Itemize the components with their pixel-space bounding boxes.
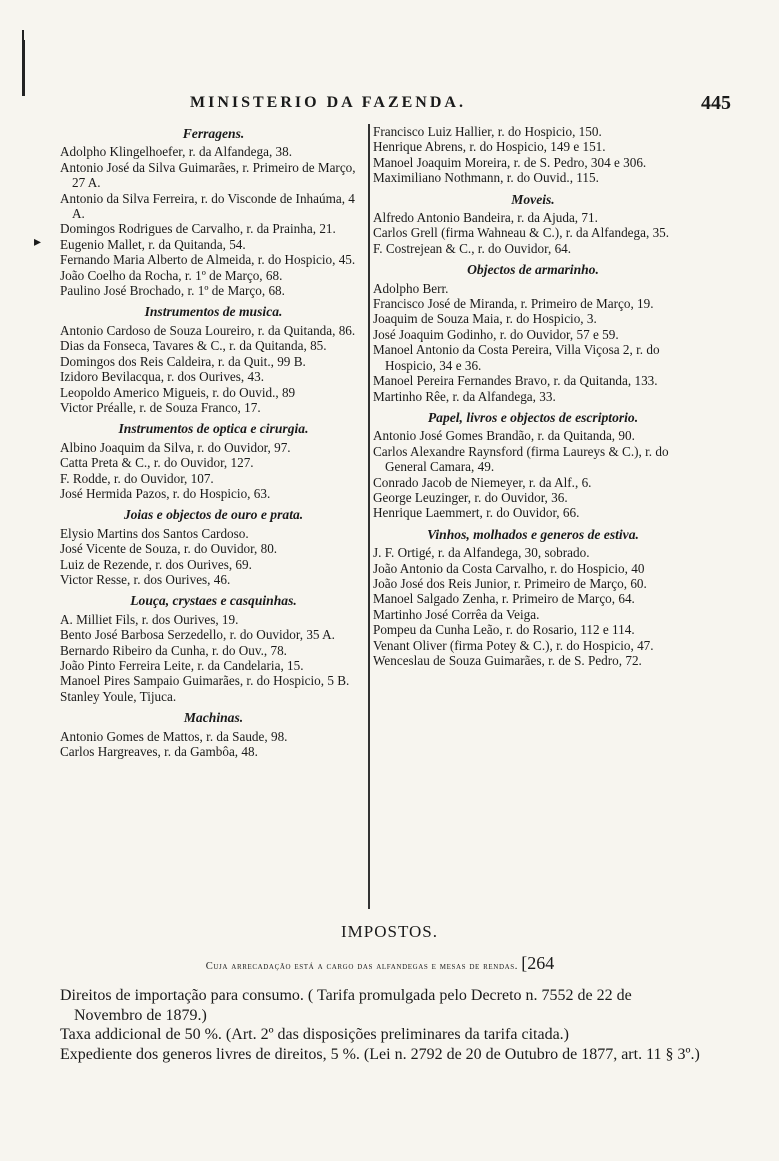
- directory-entry: Bento José Barbosa Serzedello, r. do Ouvidor, 35 A.: [60, 627, 335, 643]
- directory-entry: Manoel Salgado Zenha, r. Primeiro de Março, 64.: [373, 591, 635, 607]
- directory-entry: F. Rodde, r. do Ouvidor, 107.: [60, 470, 214, 486]
- directory-entry: Francisco José de Miranda, r. Primeiro de Março, 19.: [373, 296, 654, 312]
- right-column: [373, 124, 693, 672]
- margin-mark: ▸: [34, 235, 42, 250]
- directory-entry: José Joaquim Godinho, r. do Ouvidor, 57 e 59.: [373, 326, 619, 342]
- directory-entry: J. F. Ortigé, r. da Alfandega, 30, sobrado.: [373, 545, 590, 561]
- impostos-paragraph: Direitos de importação para consumo. ( Tarifa promulgada pelo Decreto n. 7552 de 22 de Novembro de 1879.): [60, 987, 632, 1024]
- impostos-title: IMPOSTOS.: [340, 922, 439, 941]
- directory-entry: Antonio Gomes de Mattos, r. da Saude, 98.: [60, 728, 288, 744]
- impostos-subtitle-text: Cuja arrecadação está a cargo das alfandegas e mesas de rendas.: [205, 961, 519, 972]
- directory-entry: João José dos Reis Junior, r. Primeiro de Março, 60.: [373, 575, 647, 591]
- directory-entry: Antonio Cardoso de Souza Loureiro, r. da Quitanda, 86.: [60, 322, 356, 338]
- directory-entry: Carlos Alexandre Raynsford (firma Laureys & C.), r. do General Camara, 49.: [373, 443, 669, 475]
- section-title: Instrumentos de musica.: [144, 304, 283, 320]
- directory-entry: Albino Joaquim da Silva, r. do Ouvidor, 97.: [60, 439, 291, 455]
- directory-entry: José Vicente de Souza, r. do Ouvidor, 80.: [60, 541, 278, 557]
- directory-entry: Victor Préalle, r. de Souza Franco, 17.: [60, 399, 261, 415]
- directory-entry: João Pinto Ferreira Leite, r. da Candelaria, 15.: [60, 658, 304, 673]
- left-column: [60, 124, 367, 763]
- directory-entry: Bernardo Ribeiro da Cunha, r. do Ouv., 78.: [60, 642, 287, 658]
- directory-entry: Carlos Hargreaves, r. da Gambôa, 48.: [60, 744, 258, 760]
- directory-entry: Antonio da Silva Ferreira, r. do Visconde de Inhaúma, 4 A.: [60, 190, 355, 222]
- directory-entry: Carlos Grell (firma Wahneau & C.), r. da Alfandega, 35.: [373, 225, 670, 241]
- directory-entry: Manoel Joaquim Moreira, r. de S. Pedro, 304 e 306.: [373, 154, 647, 170]
- directory-entry: Manoel Pereira Fernandes Bravo, r. da Quitanda, 133.: [373, 373, 658, 389]
- directory-entry: F. Costrejean & C., r. do Ouvidor, 64.: [373, 240, 572, 256]
- directory-entry: Joaquim de Souza Maia, r. do Hospicio, 3.: [373, 311, 597, 327]
- directory-entry: Domingos dos Reis Caldeira, r. da Quit., 99 B.: [60, 353, 306, 369]
- section-title: Machinas.: [183, 710, 244, 726]
- directory-entry: Henrique Laemmert, r. do Ouvidor, 66.: [373, 505, 580, 521]
- section-title: Moveis.: [511, 191, 555, 207]
- page-number: 445: [701, 92, 731, 114]
- directory-entry: Antonio José Gomes Brandão, r. da Quitanda, 90.: [373, 428, 635, 444]
- directory-entry: Izidoro Bevilacqua, r. dos Ourives, 43.: [60, 369, 264, 385]
- directory-entry: Stanley Youle, Tijuca.: [60, 688, 177, 704]
- margin-rule: [22, 40, 25, 96]
- section-title: Objectos de armarinho.: [467, 262, 599, 278]
- directory-entry: João Coelho da Rocha, r. 1º de Março, 68.: [60, 267, 283, 283]
- section-title: Instrumentos de optica e cirurgia.: [118, 421, 309, 437]
- directory-entry: Wenceslau de Souza Guimarães, r. de S. Pedro, 72.: [373, 653, 642, 668]
- directory-entry: Pompeu da Cunha Leão, r. do Rosario, 112 e 114.: [373, 622, 635, 638]
- directory-entry: Adolpho Berr.: [373, 280, 449, 296]
- directory-entry: Maximiliano Nothmann, r. do Ouvid., 115.: [373, 170, 599, 186]
- directory-entry: Catta Preta & C., r. do Ouvidor, 127.: [60, 455, 254, 471]
- impostos-body: [60, 986, 700, 1064]
- directory-entry: Dias da Fonseca, Tavares & C., r. da Quitanda, 85.: [60, 338, 327, 354]
- directory-entry: A. Milliet Fils, r. dos Ourives, 19.: [60, 611, 239, 627]
- directory-entry: Venant Oliver (firma Potey & C.), r. do Hospicio, 47.: [373, 637, 654, 653]
- impostos-paragraph: Taxa addicional de 50 %. (Art. 2º das disposições preliminares da tarifa citada.): [60, 1026, 569, 1043]
- directory-entry: Luiz de Rezende, r. dos Ourives, 69.: [60, 556, 252, 572]
- directory-entry: Martinho José Corrêa da Veiga.: [373, 606, 540, 622]
- section-title: Vinhos, molhados e generos de estiva.: [427, 526, 639, 542]
- directory-entry: Fernando Maria Alberto de Almeida, r. do Hospicio, 45.: [60, 252, 356, 268]
- impostos-paragraph: Expediente dos generos livres de direitos, 5 %. (Lei n. 2792 de 20 de Outubro de 1877, art. 11 § 3º.): [60, 1045, 700, 1063]
- directory-entry: Manoel Pires Sampaio Guimarães, r. do Hospicio, 5 B.: [60, 673, 350, 689]
- directory-entry: Francisco Luiz Hallier, r. do Hospicio, 150.: [373, 124, 602, 139]
- directory-entry: José Hermida Pazos, r. do Hospicio, 63.: [60, 485, 271, 501]
- directory-entry: Manoel Antonio da Costa Pereira, Villa Viçosa 2, r. do Hospicio, 34 e 36.: [373, 342, 660, 373]
- column-divider: [368, 124, 370, 909]
- directory-entry: Domingos Rodrigues de Carvalho, r. da Prainha, 21.: [60, 221, 336, 237]
- directory-entry: Leopoldo Americo Migueis, r. do Ouvid., 89: [60, 384, 296, 400]
- section-title: Ferragens.: [182, 126, 245, 141]
- directory-entry: Martinho Rêe, r. da Alfandega, 33.: [373, 388, 556, 404]
- impostos-subtitle-ref: [264: [521, 953, 555, 973]
- directory-entry: Victor Resse, r. dos Ourives, 46.: [60, 571, 231, 587]
- directory-entry: Conrado Jacob de Niemeyer, r. da Alf., 6.: [373, 474, 592, 490]
- directory-entry: Adolpho Klingelhoefer, r. da Alfandega, 38.: [60, 144, 293, 160]
- page-header: [60, 94, 739, 122]
- directory-entry: João Antonio da Costa Carvalho, r. do Hospicio, 40: [373, 560, 645, 576]
- running-title: MINISTERIO DA FAZENDA.: [190, 94, 466, 111]
- section-title: Papel, livros e objectos de escriptorio.: [427, 409, 639, 425]
- section-title: Joias e objectos de ouro e prata.: [123, 507, 304, 523]
- directory-entry: Elysio Martins dos Santos Cardoso.: [60, 525, 249, 541]
- directory-entry: Eugenio Mallet, r. da Quitanda, 54.: [60, 236, 246, 252]
- directory-entry: Henrique Abrens, r. do Hospicio, 149 e 151.: [373, 139, 606, 155]
- directory-entry: George Leuzinger, r. do Ouvidor, 36.: [373, 489, 568, 505]
- directory-entry: Paulino José Brochado, r. 1º de Março, 68.: [60, 283, 285, 299]
- impostos-subtitle: [60, 953, 700, 974]
- directory-entry: Antonio José da Silva Guimarães, r. Primeiro de Março, 27 A.: [60, 159, 356, 191]
- section-title: Louça, crystaes e casquinhas.: [130, 593, 297, 609]
- directory-entry: Alfredo Antonio Bandeira, r. da Ajuda, 71.: [373, 210, 598, 226]
